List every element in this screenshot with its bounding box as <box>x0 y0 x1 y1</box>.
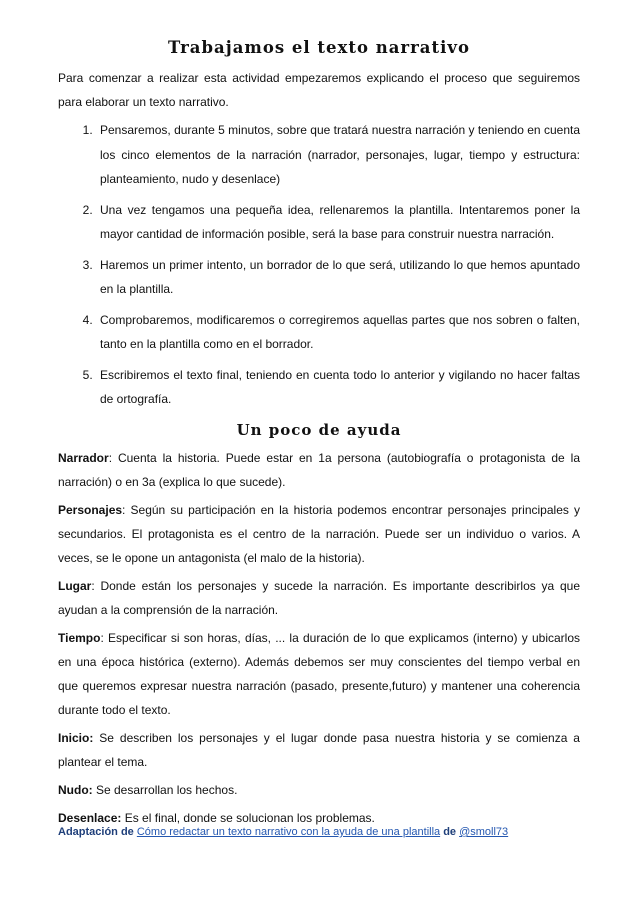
steps-list <box>58 118 580 412</box>
definition-term: Lugar <box>58 578 92 593</box>
definition-text: Cuenta la historia. Puede estar en 1a persona (autobiografía o protagonista de la narración) o en 3a (explica lo que sucede). <box>58 450 580 489</box>
list-item: 3. Haremos un primer intento, un borrador de lo que será, utilizando lo que hemos apuntado en la plantilla. <box>96 253 580 302</box>
definition-term: Nudo: <box>58 782 93 797</box>
definition-term: Narrador <box>58 450 109 465</box>
list-item: 2. Una vez tengamos una pequeña idea, rellenaremos la plantilla. Intentaremos poner la mayor cantidad de información posible, será la base para construir nuestra narración. <box>96 198 580 247</box>
definition-term: Tiempo <box>58 630 101 645</box>
definition-separator: : <box>108 450 118 465</box>
definition-text: Se describen los personajes y el lugar donde pasa nuestra historia y se comienza a plantear el tema. <box>58 730 580 769</box>
definition-text: Donde están los personajes y sucede la narración. Es importante describirlos ya que ayudan a la comprensión de la narración. <box>58 578 580 617</box>
footer-prefix: Adaptación de <box>58 826 137 838</box>
definition-inicio <box>58 726 580 774</box>
definition-personajes <box>58 498 580 570</box>
author-link[interactable]: @smoll73 <box>459 826 509 838</box>
source-link[interactable]: Cómo redactar un texto narrativo con la ayuda de una plantilla <box>136 826 441 838</box>
footer-middle: de <box>440 826 460 838</box>
definition-separator: : <box>100 630 109 645</box>
definition-term: Personajes <box>58 502 123 517</box>
page-title: Trabajamos el texto narrativo <box>168 38 470 57</box>
definition-nudo <box>58 778 580 802</box>
definition-lugar <box>58 574 580 622</box>
definition-text: Se desarrollan los hechos. <box>96 782 238 797</box>
intro-paragraph: Para comenzar a realizar esta actividad empezaremos explicando el proceso que seguiremos para elaborar un texto narrativo. <box>58 71 580 109</box>
definition-separator: : <box>122 502 131 517</box>
definition-text: Según su participación en la historia podemos encontrar personajes principales y secundarios. El protagonista es el centro de la narración. Puede ser un individuo o varios. A veces, se le opone un antagonista (el malo de la historia). <box>58 502 580 565</box>
footer-credit <box>58 826 508 838</box>
definition-separator: : <box>91 578 101 593</box>
help-heading: Un poco de ayuda <box>236 420 402 439</box>
definition-text: Es el final, donde se solucionan los problemas. <box>124 810 375 825</box>
list-item: 5. Escribiremos el texto final, teniendo en cuenta todo lo anterior y vigilando no hacer faltas de ortografía. <box>96 363 580 412</box>
definition-narrador <box>58 446 580 494</box>
definition-term: Inicio: <box>58 730 94 745</box>
definition-term: Desenlace: <box>58 810 122 825</box>
list-item: 1. Pensaremos, durante 5 minutos, sobre que tratará nuestra narración y teniendo en cuenta los cinco elementos de la narración (narrador, personajes, lugar, tiempo y estructura: planteamiento, nudo y desenlace) <box>96 118 580 192</box>
definition-tiempo <box>58 626 580 722</box>
list-item: 4. Comprobaremos, modificaremos o corregiremos aquellas partes que nos sobren o falten, tanto en la plantilla como en el borrador. <box>96 308 580 357</box>
definition-text: Especificar si son horas, días, ... la duración de lo que explicamos (interno) y ubicarlos en una época histórica (externo). Además debemos ser muy conscientes del tiempo verbal en que queremos expresar nuestra narración (pasado, presente,futuro) y mantener una coherencia durante todo el texto. <box>58 630 580 717</box>
